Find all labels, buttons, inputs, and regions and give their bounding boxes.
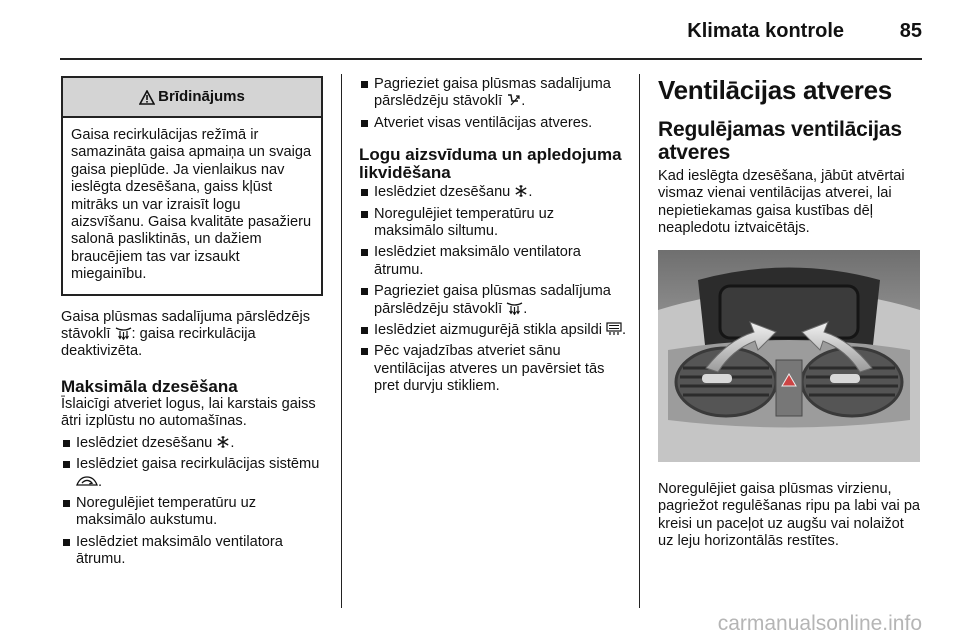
dashboard-vents-photo — [658, 250, 920, 462]
list-item: Ieslēdziet maksimālo ventilatora ātrumu. — [61, 534, 323, 569]
list-item: Pagrieziet gaisa plūsmas sadalījuma pārslēdzēju stāvoklī . — [359, 76, 627, 111]
warning-triangle-icon — [139, 90, 155, 105]
list-item: Noregulējiet temperatūru uz maksimālo aukstumu. — [61, 495, 323, 530]
airflow-list — [359, 76, 627, 132]
column-divider-2 — [639, 74, 640, 608]
max-cooling-list — [61, 435, 323, 569]
list-item: Pēc vajadzības atveriet sānu ventilācijas atveres un pavērsiet tās pret durvju stikliem. — [359, 343, 627, 395]
page-number: 85 — [899, 20, 922, 42]
demisting-list — [359, 184, 627, 395]
max-cooling-heading: Maksimāla dzesēšana — [61, 376, 238, 396]
vents-heading: Ventilācijas atveres — [658, 75, 892, 105]
recirc-off-paragraph: Gaisa plūsmas sadalījuma pārslēdzējs stāvoklī : gaisa recirkulācija deaktivizēta. — [61, 308, 311, 360]
snowflake-icon — [216, 435, 230, 449]
column-divider-1 — [341, 74, 342, 608]
header-title: Klimata kontrole — [687, 20, 844, 42]
column-3 — [658, 76, 922, 551]
warning-title: Brīdinājums — [158, 88, 245, 106]
list-item: Ieslēdziet maksimālo ventilatora ātrumu. — [359, 244, 627, 279]
list-item: Ieslēdziet dzesēšanu . — [359, 184, 627, 201]
list-item: Atveriet visas ventilācijas atveres. — [359, 115, 627, 132]
airflow-body-icon — [506, 93, 521, 107]
rear-window-heat-icon — [606, 322, 622, 336]
warning-text: Gaisa recirkulācijas režīmā ir samazināta gaisa apmaiņa un svaiga gaisa pieplūde. Ja vienlaikus nav ieslēgta dzesēšana, gaiss kļūst mitrāks un var izraisīt logu aizsvīšanu. Gaisa kvalitāte pasažieru salonā pasliktinās, un dažiem braucējiem tas var izsaukt miegainību. — [71, 127, 312, 283]
list-item: Ieslēdziet aizmugurējā stikla apsildi . — [359, 322, 627, 339]
vents-paragraph-1: Kad ieslēgta dzesēšana, jābūt atvērtai vismaz vienai ventilācijas atverei, lai nepietiekamas gaisa kustības dēļ neapledotu iztvaicētājs. — [658, 168, 905, 237]
recirculation-icon — [76, 475, 98, 488]
windscreen-icon — [506, 301, 523, 315]
page-header — [60, 14, 922, 54]
airflow-body-icon — [115, 326, 132, 340]
column-1 — [61, 76, 323, 569]
warning-header — [63, 78, 321, 118]
column-2 — [359, 76, 627, 396]
list-item: Pagrieziet gaisa plūsmas sadalījuma pārslēdzēju stāvoklī . — [359, 283, 627, 318]
list-item: Noregulējiet temperatūru uz maksimālo siltumu. — [359, 206, 627, 241]
adjustable-vents-heading: Regulējamas ventilācijas atveres — [658, 118, 902, 164]
warning-box — [61, 76, 323, 296]
max-cooling-intro: Īslaicīgi atveriet logus, lai karstais gaiss ātri izplūstu no automašīnas. — [61, 395, 316, 430]
vents-paragraph-2: Noregulējiet gaisa plūsmas virzienu, pagriežot regulēšanas ripu pa labi vai pa kreisi un paceļot uz augšu vai nolaižot uz leju horizontālās restītes. — [658, 481, 921, 550]
header-rule — [60, 58, 922, 60]
demisting-heading: Logu aizsvīduma un apledojuma likvidēšana — [359, 145, 622, 183]
watermark: carmanualsonline.info — [717, 612, 922, 635]
list-item: Ieslēdziet gaisa recirkulācijas sistēmu . — [61, 456, 323, 491]
list-item: Ieslēdziet dzesēšanu . — [61, 435, 323, 452]
snowflake-icon — [514, 184, 528, 198]
